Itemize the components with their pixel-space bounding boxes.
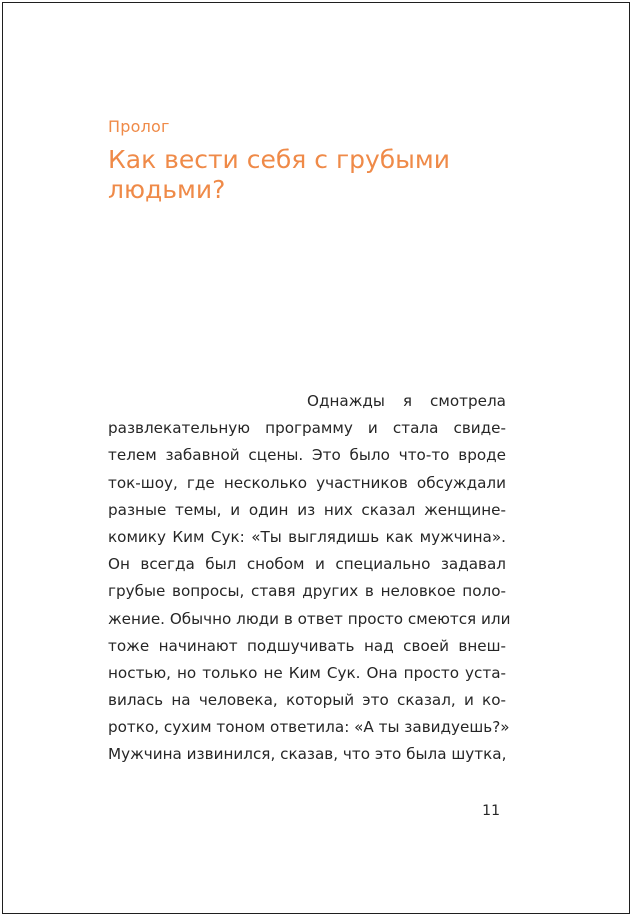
text-line: тоже начинают подшучивать над своей внеш- <box>108 636 506 655</box>
chapter-title-line: людьми? <box>108 175 226 204</box>
text-line: Мужчина извинился, сказав, что это была шутка, <box>108 745 507 764</box>
page-number: 11 <box>482 803 500 819</box>
text-line: ток-шоу, где несколько участников обсуждали <box>108 473 506 492</box>
text-line: телем забавной сцены. Это было что-то вроде <box>108 446 506 465</box>
chapter-title-line: Как вести себя с грубыми <box>108 145 451 174</box>
text-line: Однажды я смотрела <box>307 392 506 410</box>
text-line: грубые вопросы, ставя других в неловкое поло- <box>108 582 506 601</box>
body-paragraph <box>108 388 511 769</box>
book-page <box>2 2 630 914</box>
text-line: разные темы, и один из них сказал женщине- <box>108 500 506 519</box>
text-line: жение. Обычно люди в ответ просто смеются или <box>108 609 511 628</box>
chapter-label: Пролог <box>108 117 170 136</box>
text-line: вилась на человека, который это сказал, и ко- <box>108 691 506 710</box>
text-line: ротко, сухим тоном ответила: «А ты завидуешь?» <box>108 718 510 737</box>
text-line: комику Ким Сук: «Ты выглядишь как мужчина». <box>108 527 506 546</box>
chapter-title <box>108 145 528 205</box>
text-line: ностью, но только не Ким Сук. Она просто уста- <box>108 663 506 682</box>
text-line: Он всегда был снобом и специально задавал <box>108 555 506 574</box>
text-line: развлекательную программу и стала свиде- <box>108 419 506 438</box>
